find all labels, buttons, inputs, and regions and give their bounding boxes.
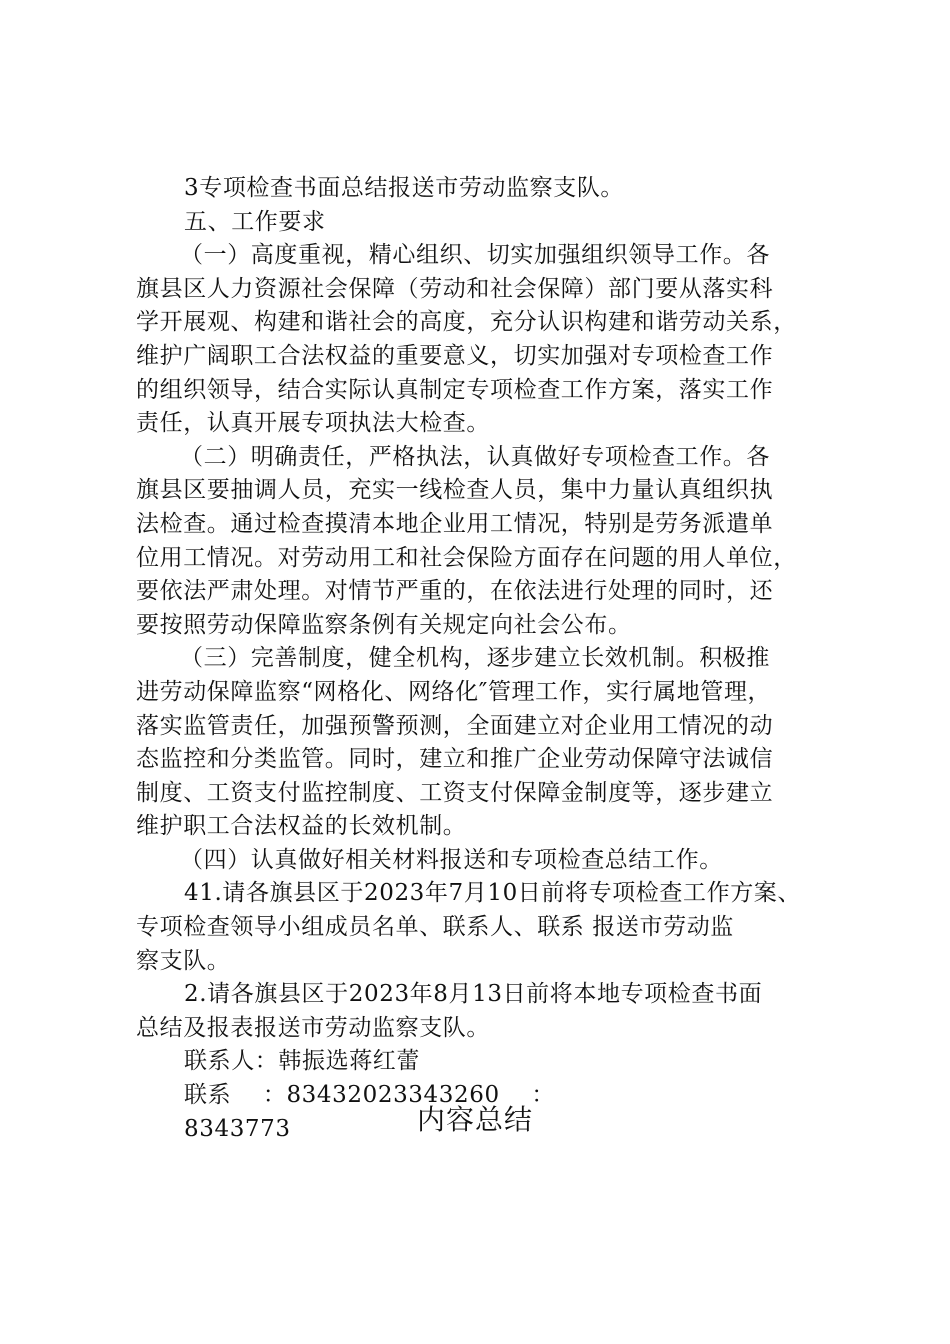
paragraph-line: 落实监管责任，加强预警预测，全面建立对企业用工情况的动	[136, 712, 774, 739]
paragraph-line: （一）高度重视，精心组织、切实加强组织领导工作。各	[180, 242, 770, 269]
paragraph-line: 要依法严肃处理。对情节严重的，在依法进行处理的同时，还	[136, 578, 774, 605]
paragraph-line: （三）完善制度，健全机构，逐步建立长效机制。积极推	[180, 645, 770, 672]
paragraph-line: 3专项检查书面总结报送市劳动监察支队。	[184, 175, 625, 201]
document-body	[136, 172, 836, 1146]
section-heading: 五、工作要求	[184, 208, 326, 235]
paragraph-line: 专项检查领导小组成员名单、联系人、联系 报送市劳动监	[136, 914, 734, 941]
paragraph-line: 总结及报表报送市劳动监察支队。	[136, 1014, 490, 1041]
paragraph-line: 学开展观、构建和谐社会的高度，充分认识构建和谐劳动关系，	[136, 309, 797, 336]
paragraph-line: 责任，认真开展专项执法大检查。	[136, 410, 490, 437]
paragraph-line: 维护职工合法权益的长效机制。	[136, 813, 467, 840]
paragraph-line: 态监控和分类监管。同时，建立和推广企业劳动保障守法诚信	[136, 746, 774, 773]
paragraph-line: 要按照劳动保障监察条例有关规定向社会公布。	[136, 611, 632, 638]
paragraph-line: 法检查。通过检查摸清本地企业用工情况，特别是劳务派遣单	[136, 510, 774, 537]
paragraph-line: 维护广阔职工合法权益的重要意义，切实加强对专项检查工作	[136, 342, 774, 369]
contact-person: 联系人：韩振选蒋红蕾	[184, 1048, 420, 1075]
paragraph-line: 察支队。	[136, 947, 231, 974]
contact-phone: 联系 ：83432023343260 ：	[184, 1082, 555, 1109]
paragraph-line: 进劳动保障监察“网格化、网络化″管理工作，实行属地管理，	[136, 678, 772, 705]
paragraph-line: 旗县区人力资源社会保障（劳动和社会保障）部门要从落实科	[136, 275, 774, 302]
paragraph-line: 制度、工资支付监控制度、工资支付保障金制度等，逐步建立	[136, 779, 774, 806]
summary-title: 内容总结	[416, 1103, 533, 1136]
paragraph-line: 41.请各旗县区于2023年7月10日前将专项检查工作方案、	[184, 880, 802, 907]
paragraph-line: 旗县区要抽调人员，充实一线检查人员，集中力量认真组织执	[136, 477, 774, 504]
paragraph-line: 位用工情况。对劳动用工和社会保险方面存在问题的用人单位，	[136, 544, 797, 571]
contact-phone-extra: 8343773	[184, 1115, 291, 1142]
paragraph-line: 2.请各旗县区于2023年8月13日前将本地专项检查书面	[184, 981, 763, 1008]
paragraph-line: （四）认真做好相关材料报送和专项检查总结工作。	[180, 846, 723, 873]
paragraph-line: （二）明确责任，严格执法，认真做好专项检查工作。各	[180, 443, 770, 470]
paragraph-line: 的组织领导，结合实际认真制定专项检查工作方案，落实工作	[136, 376, 774, 403]
